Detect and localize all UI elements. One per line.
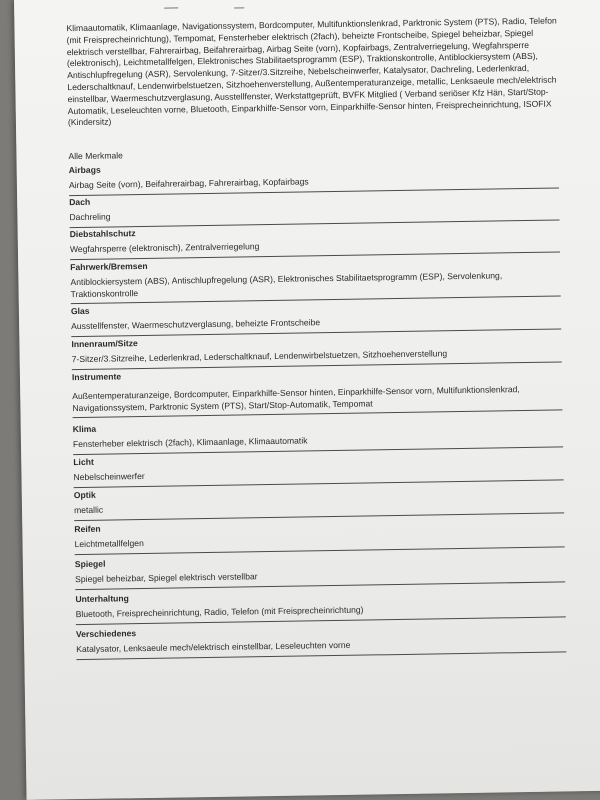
section-text: Leichtmetallfelgen	[74, 538, 144, 550]
section-optik	[74, 482, 564, 520]
section-instrumente	[72, 364, 563, 418]
section-unterhaltung	[75, 586, 565, 624]
section-title: Instrumente	[71, 371, 122, 383]
section-verschiedenes	[76, 621, 566, 659]
section-title: Licht	[73, 456, 94, 468]
section-text: Nebelscheinwerfer	[73, 471, 145, 483]
section-title: Diebstahlschutz	[69, 228, 136, 240]
section-title: Verschiedenes	[75, 628, 137, 640]
section-text: Außentemperaturanzeige, Bordcomputer, Einparkhilfe-Sensor hinten, Einparkhilfe-Sensor vorn, Multifunktionslenkrad, Navigationssystem, Parktronic System (PTS), Start/Stop-Automatik, Tempomat	[72, 384, 520, 413]
feature-summary-text: Klimaautomatik, Klimaanlage, Navigationssystem, Bordcomputer, Multifunktionslenkrad, Parktronic System (PTS), Radio, Telefon (mit Freisprecheinrichtung), Tempomat, Fensterheber elektrisch (2fach), beheizte Frontscheibe, Spiegel beheizbar, Spiegel elektrisch verstellbar, Fahrerairbag, Beifahrerairbag, Airbag Seite (vorn), Kopfairbags, Zentralverriegelung, Wegfahrsperre (elektronisch), Leichtmetallfelgen, Elektronisches Stabilitaetsprogramm (ESP), Traktionskontrolle, Antiblockiersystem (ABS), Antischlupfregelung (ASR), Servolenkung, 7-Sitzer/3.Sitzreihe, Nebelscheinwerfer, Katalysator, Dachreling, Lederlenkrad, Lederschaltknauf, Lendenwirbelstuetzen, Sitzhoehenverstellung, Außentemperaturanzeige, metallic, Lenksaeule mech/elektrisch einstellbar, Waermeschutzverglasung, Ausstellfenster, Werkstattgeprüft, BVFK Mitglied ( Verband seriöser Kfz Hän, Start/Stop-Automatik, Leseleuchten vorne, Bluetooth, Einparkhilfe-Sensor vorn, Einparkhilfe-Sensor hinten, Freisprecheinrichtung, ISOFIX (Kindersitz)	[66, 15, 557, 128]
section-text: Airbag Seite (vorn), Beifahrerairbag, Fahrerairbag, Kopfairbags	[68, 176, 309, 191]
section-text: Spiegel beheizbar, Spiegel elektrisch verstellbar	[75, 571, 258, 585]
section-text: Antiblockiersystem (ABS), Antischlupfregelung (ASR), Elektronisches Stabilitaetsprogramm (ESP), Servolenkung, Traktionskontrolle	[70, 270, 503, 299]
section-innenraum-sitze	[71, 331, 561, 369]
section-title: Reifen	[74, 523, 101, 535]
section-title: Fahrwerk/Bremsen	[70, 260, 148, 273]
section-spiegel	[75, 551, 565, 589]
top-mark	[234, 7, 244, 8]
section-title: Dach	[69, 196, 91, 208]
section-text: Wegfahrsperre (elektronisch), Zentralverriegelung	[69, 241, 260, 255]
section-text: Katalysator, Lenksaeule mech/elektrisch einstellbar, Leseleuchten vorne	[76, 639, 351, 655]
section-fahrwerk-bremsen	[70, 254, 561, 304]
section-text: Fensterheber elektrisch (2fach), Klimaanlage, Klimaautomatik	[72, 435, 308, 450]
paper-sheet	[14, 0, 600, 800]
section-glas	[71, 298, 561, 336]
section-text: metallic	[73, 504, 104, 516]
section-title: Klima	[72, 423, 97, 435]
all-features-label: Alle Merkmale	[68, 150, 123, 162]
section-klima	[73, 416, 563, 454]
section-title: Spiegel	[74, 558, 106, 570]
section-title: Unterhaltung	[75, 593, 129, 605]
section-text: Ausstellfenster, Waermeschutzverglasung, beheizte Frontscheibe	[71, 317, 321, 332]
section-text: Bluetooth, Freisprecheinrichtung, Radio, Telefon (mit Freisprecheinrichtung)	[75, 604, 364, 620]
top-mark	[164, 7, 178, 8]
section-text: Dachreling	[69, 211, 111, 223]
feature-summary	[66, 15, 560, 129]
section-text: 7-Sitzer/3.Sitzreihe, Lederlenkrad, Lederschaltknauf, Lendenwirbelstuetzen, Sitzhoehenverstellung	[71, 348, 448, 365]
section-title: Airbags	[68, 164, 101, 176]
section-diebstahlschutz	[70, 221, 560, 259]
section-title: Optik	[73, 489, 96, 501]
section-title: Innenraum/Sitze	[71, 338, 138, 350]
section-reifen	[74, 516, 564, 554]
section-licht	[73, 449, 563, 487]
section-title: Glas	[70, 305, 90, 317]
